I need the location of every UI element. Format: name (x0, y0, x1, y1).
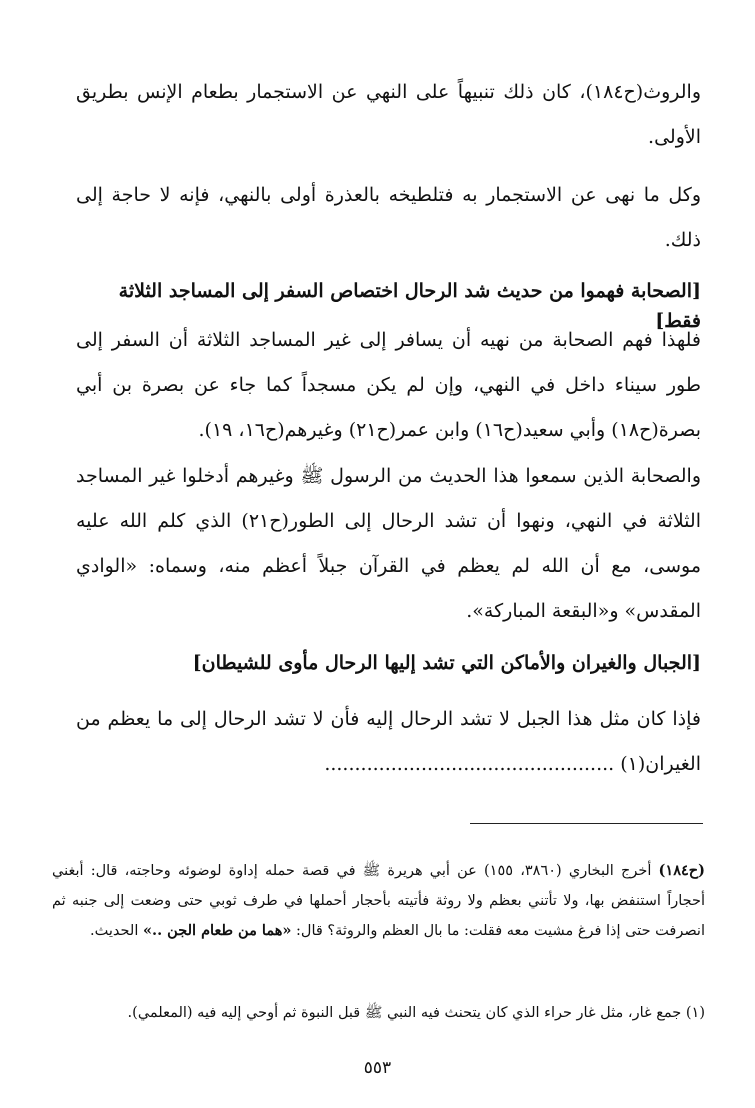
footnote-quote: «هما من طعام الجن ..» (142, 922, 292, 939)
footnote-text: أخرج البخاري (٣٨٦٠، ١٥٥) عن أبي هريرة ﷺ في قصة حمله إداوة لوضوئه وحاجته، قال: أبغني أحجاراً استنفض بها، ولا تأتني بعظم ولا روثة فأتيته بأحجار أحملها في طرف ثوبي حتى وضعت إلى جنبه ثم انصرفت حتى إذا فرغ مشيت معه فقلت: ما بال العظم والروثة؟ قال: (52, 863, 705, 939)
paragraph-5: فإذا كان مثل هذا الجبل لا تشد الرحال إليه فأن لا تشد الرحال إلى ما يعظم من الغيران(١) ................................................ (76, 708, 701, 775)
footnote-1: (١) جمع غار، مثل غار حراء الذي كان يتحنث فيه النبي ﷺ قبل النبوة ثم أوحي إليه فيه (المعلمي). (127, 1005, 705, 1021)
section-heading-2: [الجبال والغيران والأماكن التي تشد إليها الرحال مأوى للشيطان] (192, 652, 701, 674)
footnote-tail: الحديث. (90, 923, 143, 939)
footnote-divider (470, 823, 703, 824)
footnote-hadith-184 (52, 856, 705, 946)
paragraph-3: فلهذا فهم الصحابة من نهيه أن يسافر إلى غير المساجد الثلاثة أن السفر إلى طور سيناء داخل في النهي، وإن لم يكن مسجداً كما جاء عن بصرة بن أبي بصرة(ح١٨) وأبي سعيد(ح١٦) وابن عمر(ح٢١) وغيرهم(ح١٦، ١٩). (76, 329, 701, 441)
footnote-label: (ح١٨٤) (658, 862, 706, 879)
section-heading-1: [الصحابة فهموا من حديث شد الرحال اختصاص السفر إلى المساجد الثلاثة فقط] (118, 280, 701, 332)
page-number: ٥٥٣ (363, 1058, 392, 1078)
paragraph-4: والصحابة الذين سمعوا هذا الحديث من الرسول ﷺ وغيرهم أدخلوا غير المساجد الثلاثة في النهي، ونهوا أن تشد الرحال إلى الطور(ح٢١) الذي كلم الله عليه موسى، مع أن الله لم يعظم في القرآن جبلاً أعظم منه، وسماه: «الوادي المقدس» و«البقعة المباركة». (76, 465, 701, 622)
paragraph-2: وكل ما نهى عن الاستجمار به فتلطيخه بالعذرة أولى بالنهي، فإنه لا حاجة إلى ذلك. (76, 184, 701, 251)
paragraph-1: والروث(ح١٨٤)، كان ذلك تنبيهاً على النهي عن الاستجمار بطعام الإنس بطريق الأولى. (76, 81, 701, 148)
